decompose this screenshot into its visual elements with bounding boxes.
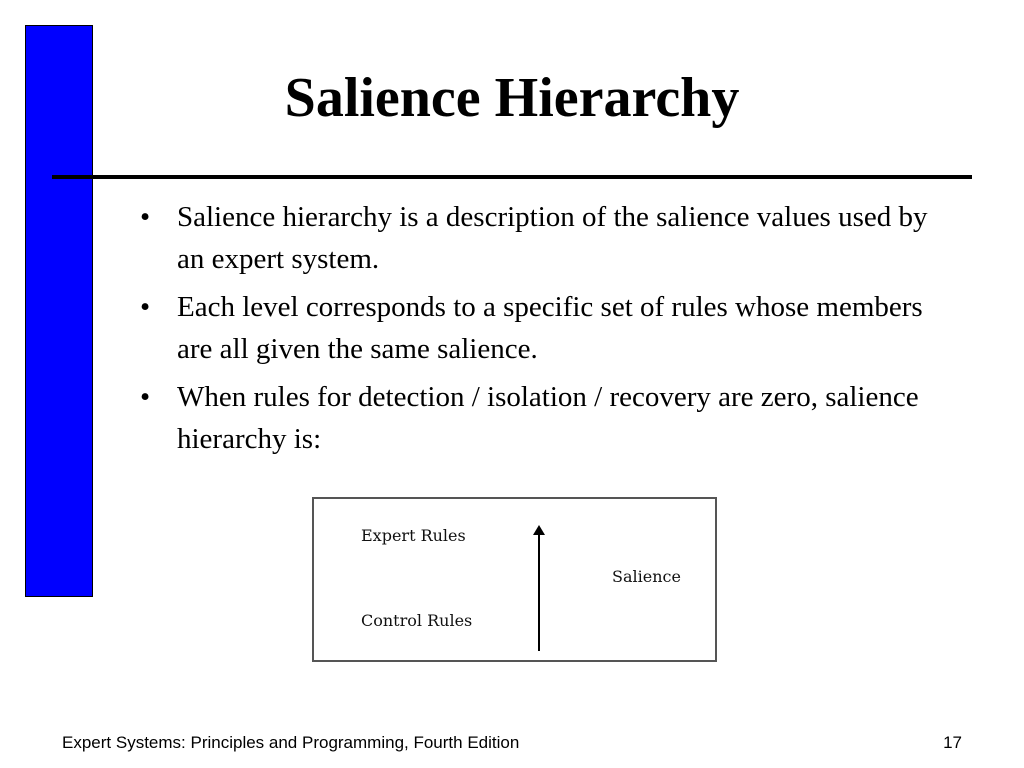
title-divider <box>52 175 972 179</box>
salience-arrow-shaft <box>538 531 540 651</box>
bullet-item <box>140 196 960 280</box>
slide-title-container <box>0 62 1024 134</box>
bullet-item <box>140 286 960 370</box>
salience-hierarchy-diagram <box>312 497 717 662</box>
bullet-list <box>140 196 960 466</box>
bullet-dot: • <box>140 291 151 323</box>
bullet-item <box>140 376 960 460</box>
footer-page-number: 17 <box>943 733 962 752</box>
slide-title: Salience Hierarchy <box>284 67 740 129</box>
bullet-text: When rules for detection / isolation / recovery are zero, salience hierarchy is: <box>177 381 919 455</box>
bullet-dot: • <box>140 381 151 413</box>
bullet-dot: • <box>140 201 151 233</box>
control-rules-label: Control Rules <box>361 611 473 630</box>
salience-axis-label: Salience <box>612 567 681 586</box>
bullet-text: Salience hierarchy is a description of the salience values used by an expert system. <box>177 201 928 275</box>
footer-book-title: Expert Systems: Principles and Programming, Fourth Edition <box>62 733 520 752</box>
expert-rules-label: Expert Rules <box>361 526 466 545</box>
bullet-text: Each level corresponds to a specific set of rules whose members are all given the same salience. <box>177 291 923 365</box>
